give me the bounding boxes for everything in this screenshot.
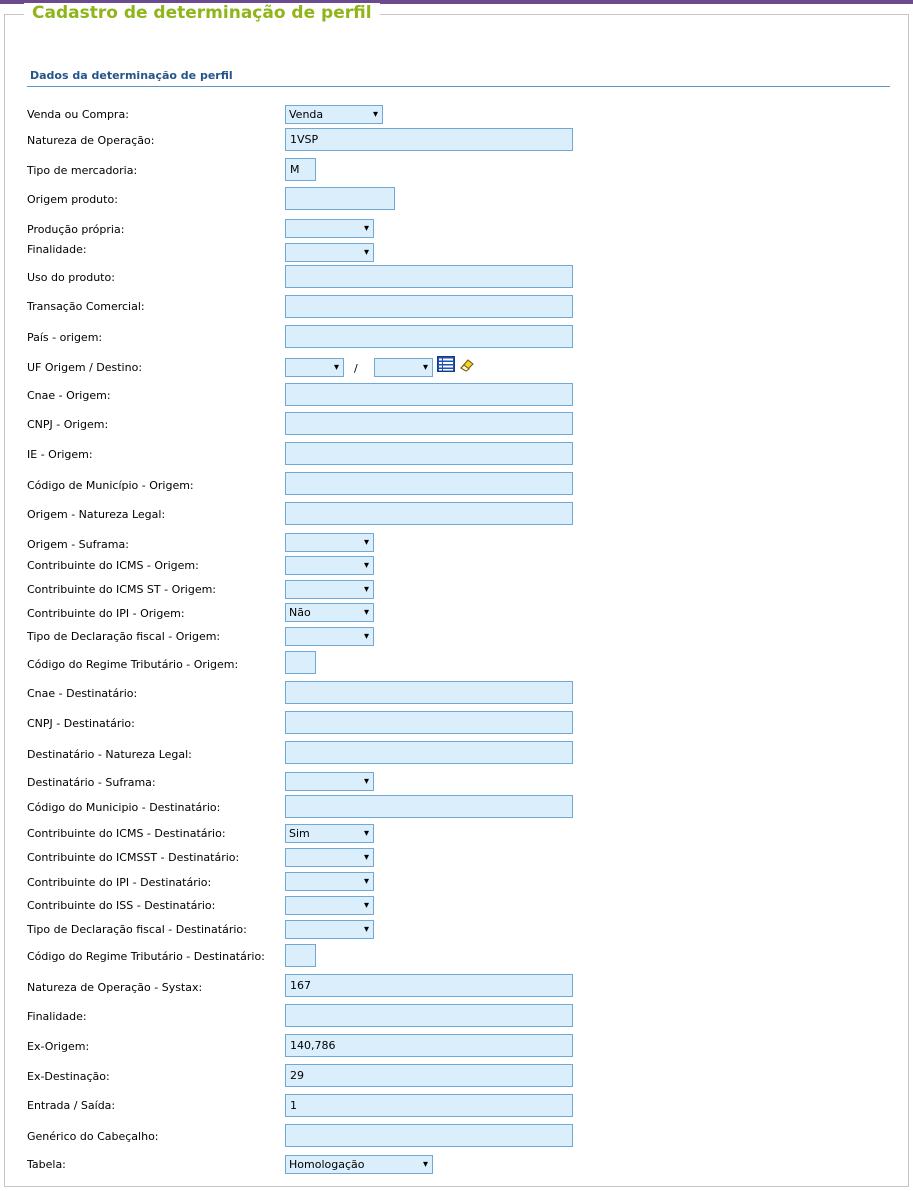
contrib-ipi-origem-label: Contribuinte do IPI - Origem:	[27, 607, 185, 620]
tabela-label: Tabela:	[27, 1158, 66, 1171]
uf-destino-select[interactable]	[374, 358, 433, 377]
chevron-down-icon: ▾	[363, 876, 369, 887]
entrada-saida-label: Entrada / Saída:	[27, 1099, 116, 1112]
uf-origem-select[interactable]	[285, 358, 344, 377]
contrib-icms-st-origem-label: Contribuinte do ICMS ST - Origem:	[27, 583, 217, 596]
origem-suframa-select[interactable]	[285, 533, 374, 552]
finalidade-select[interactable]	[285, 243, 374, 262]
chevron-down-icon: ▾	[363, 584, 369, 595]
cnae-origem-label: Cnae - Origem:	[27, 389, 111, 402]
cod-municipio-dest-input[interactable]	[285, 795, 573, 818]
dest-suframa-select[interactable]	[285, 772, 374, 791]
ex-destinacao-input[interactable]: 29	[285, 1064, 573, 1087]
contrib-icms-dest-label: Contribuinte do ICMS - Destinatário:	[27, 827, 226, 840]
origem-natureza-legal-label: Origem - Natureza Legal:	[27, 508, 166, 521]
natureza-operacao-systax-label: Natureza de Operação - Systax:	[27, 981, 203, 994]
ie-origem-label: IE - Origem:	[27, 448, 93, 461]
cod-regime-trib-dest-input[interactable]	[285, 944, 316, 967]
tipo-mercadoria-label: Tipo de mercadoria:	[27, 164, 138, 177]
chevron-down-icon: ▾	[363, 631, 369, 642]
generico-cabecalho-label: Genérico do Cabeçalho:	[27, 1130, 159, 1143]
chevron-down-icon: ▾	[422, 362, 428, 373]
tipo-decl-fiscal-dest-label: Tipo de Declaração fiscal - Destinatário:	[27, 923, 247, 936]
contrib-icms-origem-select[interactable]	[285, 556, 374, 575]
natureza-operacao-input[interactable]: 1VSP	[285, 128, 573, 151]
cnae-destinatario-input[interactable]	[285, 681, 573, 704]
finalidade-2-label: Finalidade:	[27, 1010, 87, 1023]
contrib-ipi-dest-select[interactable]	[285, 872, 374, 891]
contrib-icmsst-dest-label: Contribuinte do ICMSST - Destinatário:	[27, 851, 240, 864]
section-divider	[27, 86, 890, 87]
chevron-down-icon: ▾	[363, 607, 369, 618]
tabela-select[interactable]	[285, 1155, 433, 1174]
ex-origem-label: Ex-Origem:	[27, 1040, 90, 1053]
chevron-down-icon: ▾	[333, 362, 339, 373]
contrib-icms-origem-label: Contribuinte do ICMS - Origem:	[27, 559, 199, 572]
chevron-down-icon: ▾	[363, 900, 369, 911]
origem-suframa-label: Origem - Suframa:	[27, 538, 129, 551]
venda-compra-value: Venda	[289, 108, 324, 121]
chevron-down-icon: ▾	[363, 776, 369, 787]
contrib-iss-dest-label: Contribuinte do ISS - Destinatário:	[27, 899, 216, 912]
ie-origem-input[interactable]	[285, 442, 573, 465]
chevron-down-icon: ▾	[422, 1159, 428, 1170]
transacao-comercial-label: Transação Comercial:	[27, 300, 145, 313]
origem-produto-input[interactable]	[285, 187, 395, 210]
contrib-icms-dest-value: Sim	[289, 827, 310, 840]
finalidade-label: Finalidade:	[27, 243, 87, 256]
contrib-icmsst-dest-select[interactable]	[285, 848, 374, 867]
uf-separator: /	[354, 362, 358, 375]
natureza-operacao-systax-input[interactable]: 167	[285, 974, 573, 997]
contrib-ipi-origem-select[interactable]	[285, 603, 374, 622]
tabela-value: Homologação	[289, 1158, 365, 1171]
cnae-origem-input[interactable]	[285, 383, 573, 406]
tipo-decl-fiscal-origem-select[interactable]	[285, 627, 374, 646]
pais-origem-input[interactable]	[285, 325, 573, 348]
contrib-ipi-origem-value: Não	[289, 606, 311, 619]
cod-municipio-origem-input[interactable]	[285, 472, 573, 495]
tipo-decl-fiscal-origem-label: Tipo de Declaração fiscal - Origem:	[27, 630, 221, 643]
finalidade-2-input[interactable]	[285, 1004, 573, 1027]
dest-natureza-legal-label: Destinatário - Natureza Legal:	[27, 748, 192, 761]
chevron-down-icon: ▾	[372, 109, 378, 120]
venda-compra-label: Venda ou Compra:	[27, 108, 129, 121]
cod-regime-trib-origem-label: Código do Regime Tributário - Origem:	[27, 658, 239, 671]
venda-compra-select[interactable]	[285, 105, 383, 124]
cod-municipio-dest-label: Código do Municipio - Destinatário:	[27, 801, 221, 814]
generico-cabecalho-input[interactable]	[285, 1124, 573, 1147]
ex-destinacao-label: Ex-Destinação:	[27, 1070, 110, 1083]
contrib-ipi-dest-label: Contribuinte do IPI - Destinatário:	[27, 876, 212, 889]
origem-natureza-legal-input[interactable]	[285, 502, 573, 525]
chevron-down-icon: ▾	[363, 924, 369, 935]
cod-regime-trib-origem-input[interactable]	[285, 651, 316, 674]
contrib-icms-dest-select[interactable]	[285, 824, 374, 843]
tipo-decl-fiscal-dest-select[interactable]	[285, 920, 374, 939]
chevron-down-icon: ▾	[363, 223, 369, 234]
section-title: Dados da determinação de perfil	[30, 69, 233, 82]
chevron-down-icon: ▾	[363, 247, 369, 258]
chevron-down-icon: ▾	[363, 560, 369, 571]
cnpj-destinatario-input[interactable]	[285, 711, 573, 734]
page-title: Cadastro de determinação de perfil	[24, 3, 380, 23]
transacao-comercial-input[interactable]	[285, 295, 573, 318]
chevron-down-icon: ▾	[363, 537, 369, 548]
uf-origem-destino-label: UF Origem / Destino:	[27, 361, 143, 374]
chevron-down-icon: ▾	[363, 828, 369, 839]
uso-produto-label: Uso do produto:	[27, 271, 115, 284]
cod-regime-trib-dest-label: Código do Regime Tributário - Destinatário:	[27, 950, 265, 963]
dest-suframa-label: Destinatário - Suframa:	[27, 776, 156, 789]
cnpj-destinatario-label: CNPJ - Destinatário:	[27, 717, 135, 730]
cnae-destinatario-label: Cnae - Destinatário:	[27, 687, 138, 700]
chevron-down-icon: ▾	[363, 852, 369, 863]
cnpj-origem-input[interactable]	[285, 412, 573, 435]
ex-origem-input[interactable]: 140,786	[285, 1034, 573, 1057]
natureza-operacao-label: Natureza de Operação:	[27, 134, 155, 147]
contrib-icms-st-origem-select[interactable]	[285, 580, 374, 599]
cod-municipio-origem-label: Código de Município - Origem:	[27, 479, 194, 492]
origem-produto-label: Origem produto:	[27, 193, 118, 206]
tipo-mercadoria-input[interactable]: M	[285, 158, 316, 181]
entrada-saida-input[interactable]: 1	[285, 1094, 573, 1117]
pais-origem-label: País - origem:	[27, 331, 103, 344]
eraser-icon[interactable]	[459, 358, 475, 372]
uso-produto-input[interactable]	[285, 265, 573, 288]
cnpj-origem-label: CNPJ - Origem:	[27, 418, 109, 431]
producao-propria-label: Produção própria:	[27, 223, 125, 236]
contrib-iss-dest-select[interactable]	[285, 896, 374, 915]
dest-natureza-legal-input[interactable]	[285, 741, 573, 764]
list-icon[interactable]	[437, 356, 455, 372]
producao-propria-select[interactable]	[285, 219, 374, 238]
